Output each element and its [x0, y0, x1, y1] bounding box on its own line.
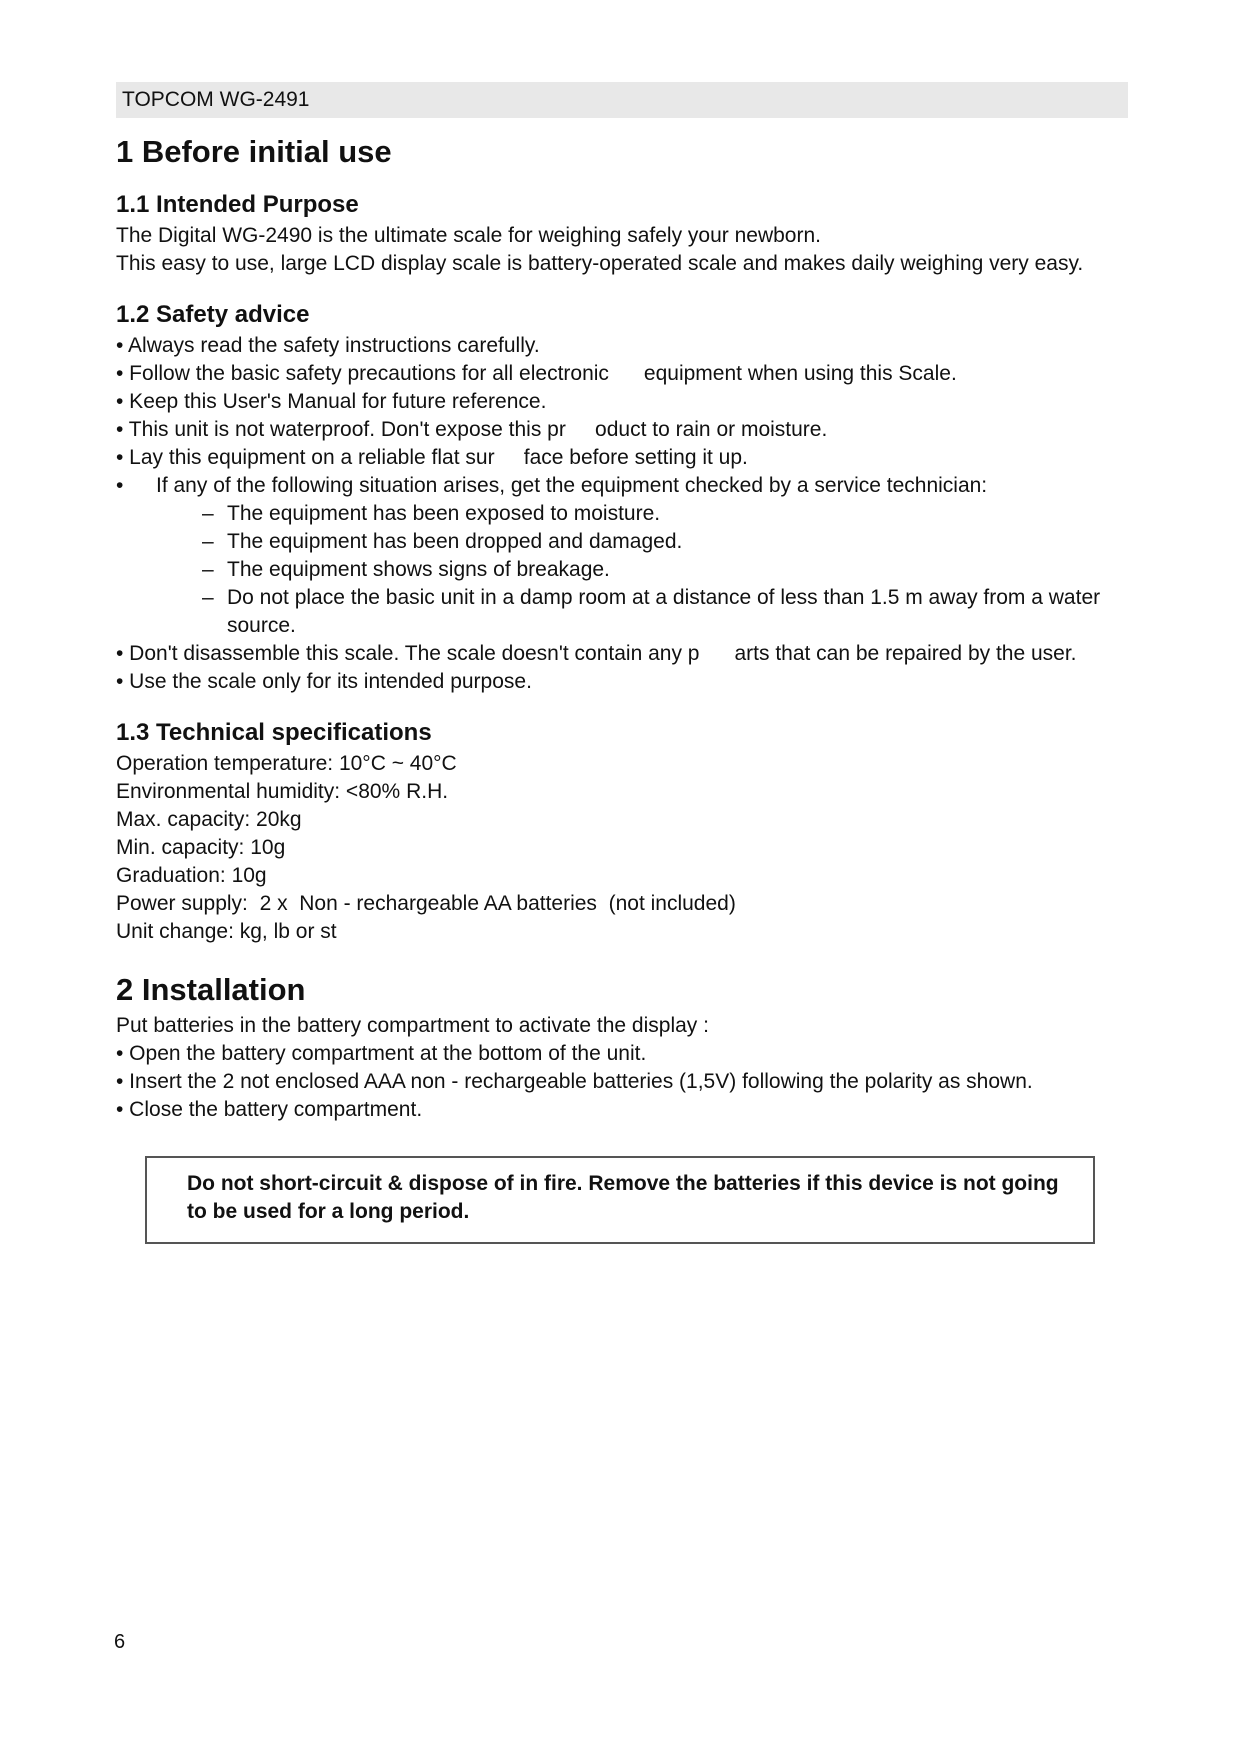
spec-line: Environmental humidity: <80% R.H. — [116, 780, 449, 803]
battery-warning-box — [145, 1156, 1095, 1244]
purpose-line: The Digital WG-2490 is the ultimate scale for weighing safely your newborn. — [116, 224, 821, 247]
safety-bullet: • Keep this User's Manual for future reference. — [116, 390, 547, 413]
safety-bullet: • Don't disassemble this scale. The scale doesn't contain any p arts that can be repaired by the user. — [116, 642, 1077, 665]
sub-item-text: The equipment has been exposed to moisture. — [227, 502, 661, 525]
sub-item — [116, 500, 1136, 528]
spec-line: Max. capacity: 20kg — [116, 808, 302, 831]
bullet-marker: • — [116, 474, 124, 497]
document-body — [116, 130, 1136, 1124]
page-number: 6 — [114, 1631, 126, 1653]
sub-item-text: Do not place the basic unit in a damp room at a distance of less than 1.5 m away from a water source. — [227, 586, 1101, 637]
section-1-1-title: 1.1 Intended Purpose — [116, 191, 359, 218]
spec-line: Graduation: 10g — [116, 864, 267, 887]
spec-line: Power supply: 2 x Non - rechargeable AA batteries (not included) — [116, 892, 736, 915]
spec-line: Operation temperature: 10°C ~ 40°C — [116, 752, 457, 775]
condition-text: If any of the following situation arises, get the equipment checked by a service technician: — [156, 474, 988, 497]
purpose-line: This easy to use, large LCD display scale is battery-operated scale and makes daily weighing very easy. — [116, 252, 1084, 275]
section-1-2-title: 1.2 Safety advice — [116, 301, 310, 328]
installation-line: • Insert the 2 not enclosed AAA non - rechargeable batteries (1,5V) following the polarity as shown. — [116, 1070, 1033, 1093]
installation-line: • Close the battery compartment. — [116, 1098, 423, 1121]
header-title: TOPCOM WG-2491 — [122, 88, 310, 111]
dash-marker: – — [202, 530, 214, 553]
section-1-3-title: 1.3 Technical specifications — [116, 719, 432, 746]
section-1-title: 1 Before initial use — [116, 134, 392, 169]
section-2-title: 2 Installation — [116, 972, 306, 1007]
dash-marker: – — [202, 502, 214, 525]
sub-item-text: The equipment shows signs of breakage. — [227, 558, 610, 581]
page-header — [116, 82, 1128, 118]
safety-bullet: • Use the scale only for its intended purpose. — [116, 670, 532, 693]
safety-bullet: • Lay this equipment on a reliable flat sur face before setting it up. — [116, 446, 748, 469]
safety-condition — [116, 472, 1136, 500]
battery-warning-text: Do not short-circuit & dispose of in fire. Remove the batteries if this device is not going to be used for a long period. — [187, 1172, 1059, 1223]
sub-item-text: The equipment has been dropped and damaged. — [227, 530, 683, 553]
safety-bullet: • Follow the basic safety precautions for all electronic equipment when using this Scale. — [116, 362, 957, 385]
sub-item — [116, 528, 1136, 556]
safety-bullet: • This unit is not waterproof. Don't expose this pr oduct to rain or moisture. — [116, 418, 828, 441]
installation-line: Put batteries in the battery compartment to activate the display : — [116, 1014, 709, 1037]
dash-marker: – — [202, 586, 214, 609]
sub-item — [116, 556, 1136, 584]
installation-line: • Open the battery compartment at the bottom of the unit. — [116, 1042, 647, 1065]
dash-marker: – — [202, 558, 214, 581]
sub-item — [116, 584, 1136, 640]
safety-bullet: • Always read the safety instructions carefully. — [116, 334, 540, 357]
spec-line: Min. capacity: 10g — [116, 836, 286, 859]
spec-line: Unit change: kg, lb or st — [116, 920, 337, 943]
